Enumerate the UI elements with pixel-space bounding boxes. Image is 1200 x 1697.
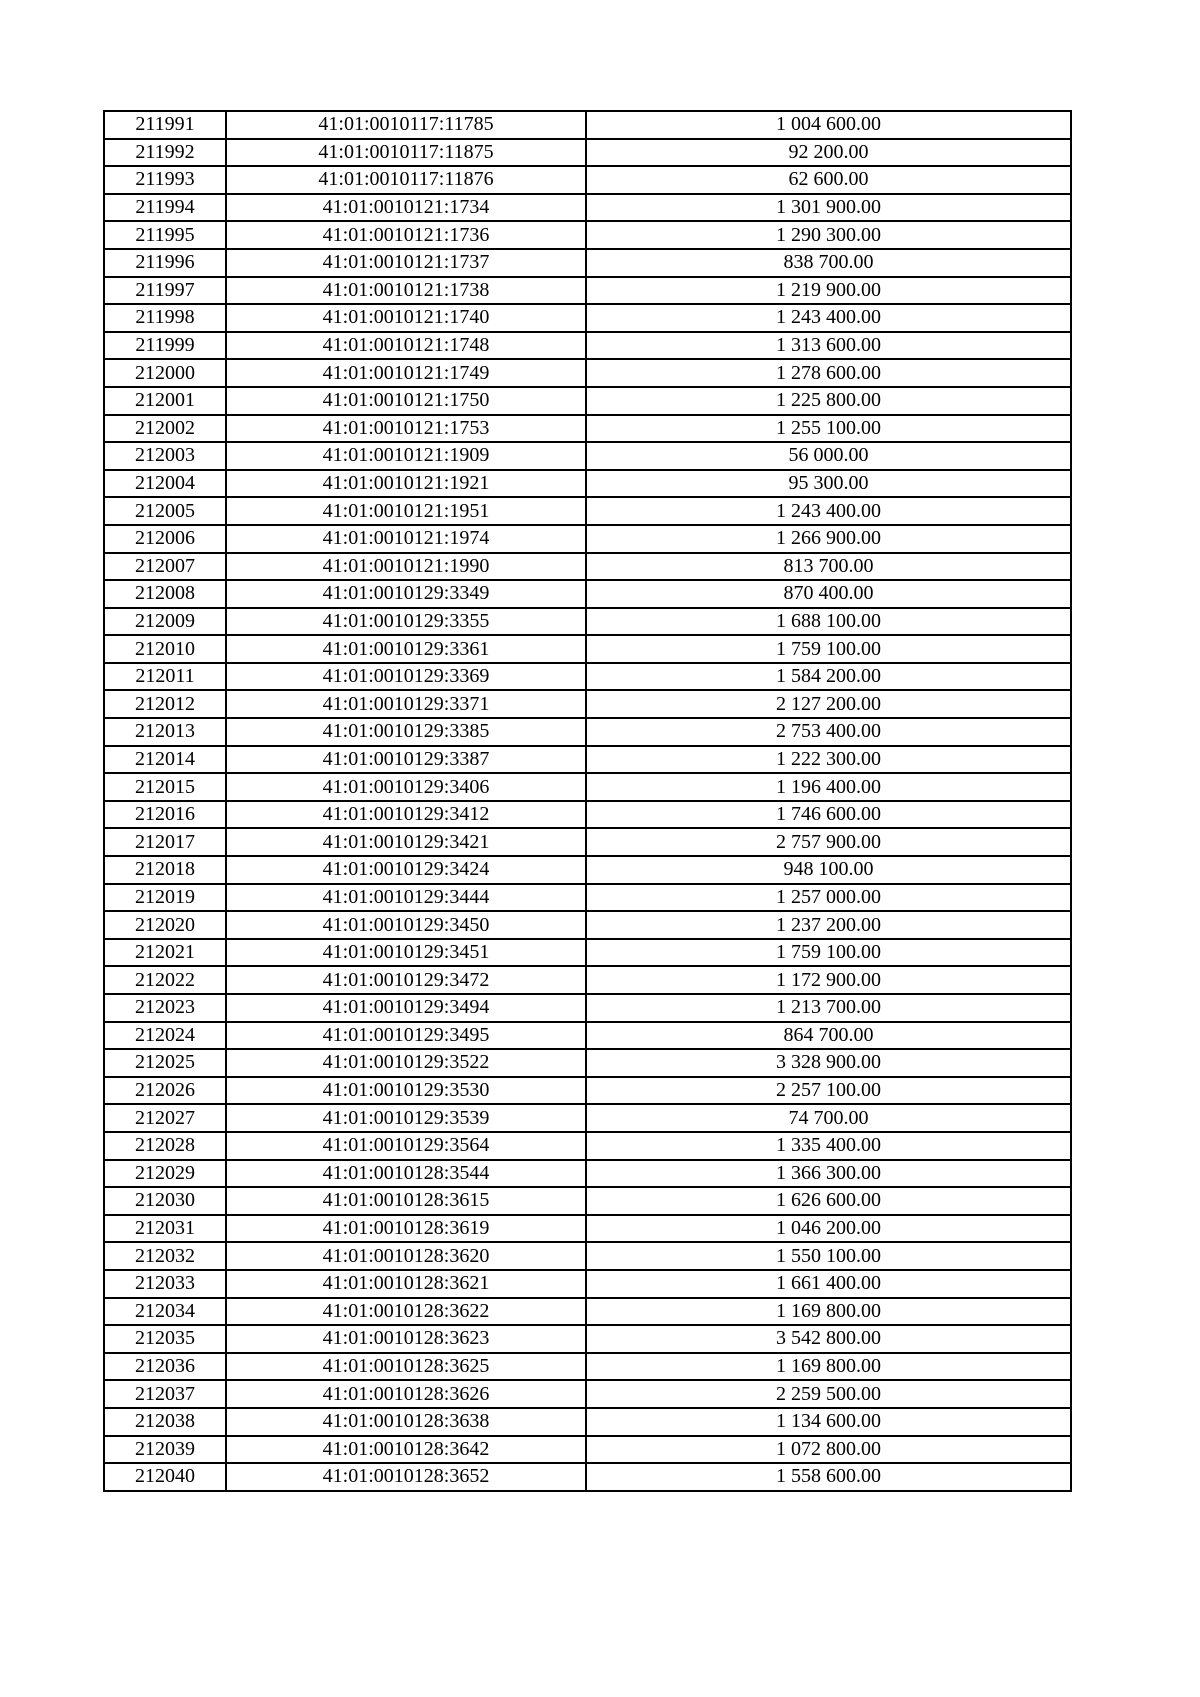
table-row — [104, 1380, 1071, 1408]
row-number-cell: 212026 — [104, 1077, 226, 1105]
table-row — [104, 746, 1071, 774]
row-number-cell: 212024 — [104, 1022, 226, 1050]
row-number-cell: 212000 — [104, 359, 226, 387]
row-number-cell: 211997 — [104, 277, 226, 305]
cadastral-number-cell: 41:01:0010129:3412 — [226, 801, 586, 829]
row-number-cell: 212032 — [104, 1242, 226, 1270]
cadastral-value-cell: 1 196 400.00 — [586, 773, 1071, 801]
cadastral-number-cell: 41:01:0010121:1737 — [226, 249, 586, 277]
cadastral-number-cell: 41:01:0010128:3615 — [226, 1187, 586, 1215]
cadastral-value-cell: 1 046 200.00 — [586, 1215, 1071, 1243]
cadastral-value-cell: 870 400.00 — [586, 580, 1071, 608]
row-number-cell: 212019 — [104, 884, 226, 912]
cadastral-value-cell: 1 290 300.00 — [586, 221, 1071, 249]
cadastral-number-cell: 41:01:0010117:11875 — [226, 139, 586, 167]
cadastral-number-cell: 41:01:0010129:3522 — [226, 1049, 586, 1077]
row-number-cell: 212015 — [104, 773, 226, 801]
cadastral-value-cell: 62 600.00 — [586, 166, 1071, 194]
cadastral-value-cell: 1 584 200.00 — [586, 663, 1071, 691]
table-row — [104, 304, 1071, 332]
cadastral-number-cell: 41:01:0010129:3406 — [226, 773, 586, 801]
table-row — [104, 497, 1071, 525]
cadastral-value-cell: 864 700.00 — [586, 1022, 1071, 1050]
cadastral-value-cell: 2 757 900.00 — [586, 828, 1071, 856]
cadastral-number-cell: 41:01:0010121:1734 — [226, 194, 586, 222]
cadastral-value-cell: 2 257 100.00 — [586, 1077, 1071, 1105]
table-row — [104, 718, 1071, 746]
cadastral-value-cell: 1 550 100.00 — [586, 1242, 1071, 1270]
cadastral-number-cell: 41:01:0010121:1990 — [226, 553, 586, 581]
cadastral-number-cell: 41:01:0010121:1921 — [226, 470, 586, 498]
row-number-cell: 212006 — [104, 525, 226, 553]
table-row — [104, 387, 1071, 415]
table-row — [104, 939, 1071, 967]
row-number-cell: 212023 — [104, 994, 226, 1022]
row-number-cell: 212033 — [104, 1270, 226, 1298]
table-row — [104, 1436, 1071, 1464]
cadastral-number-cell: 41:01:0010129:3564 — [226, 1132, 586, 1160]
table-body — [104, 111, 1071, 1491]
row-number-cell: 212017 — [104, 828, 226, 856]
row-number-cell: 212013 — [104, 718, 226, 746]
table-row — [104, 553, 1071, 581]
cadastral-number-cell: 41:01:0010129:3361 — [226, 635, 586, 663]
table-row — [104, 994, 1071, 1022]
table-row — [104, 663, 1071, 691]
cadastral-number-cell: 41:01:0010129:3421 — [226, 828, 586, 856]
cadastral-number-cell: 41:01:0010129:3424 — [226, 856, 586, 884]
table-row — [104, 773, 1071, 801]
row-number-cell: 211991 — [104, 111, 226, 139]
cadastral-value-cell: 2 753 400.00 — [586, 718, 1071, 746]
row-number-cell: 211998 — [104, 304, 226, 332]
table-row — [104, 1104, 1071, 1132]
table-row — [104, 1242, 1071, 1270]
cadastral-number-cell: 41:01:0010129:3450 — [226, 911, 586, 939]
row-number-cell: 212016 — [104, 801, 226, 829]
table-row — [104, 470, 1071, 498]
row-number-cell: 212030 — [104, 1187, 226, 1215]
cadastral-number-cell: 41:01:0010121:1951 — [226, 497, 586, 525]
table-row — [104, 1022, 1071, 1050]
cadastral-value-cell: 56 000.00 — [586, 442, 1071, 470]
cadastral-number-cell: 41:01:0010129:3444 — [226, 884, 586, 912]
cadastral-number-cell: 41:01:0010128:3626 — [226, 1380, 586, 1408]
row-number-cell: 212039 — [104, 1436, 226, 1464]
cadastral-value-cell: 1 278 600.00 — [586, 359, 1071, 387]
row-number-cell: 211995 — [104, 221, 226, 249]
cadastral-value-cell: 92 200.00 — [586, 139, 1071, 167]
row-number-cell: 212007 — [104, 553, 226, 581]
cadastral-value-cell: 948 100.00 — [586, 856, 1071, 884]
cadastral-value-cell: 3 328 900.00 — [586, 1049, 1071, 1077]
row-number-cell: 212021 — [104, 939, 226, 967]
cadastral-number-cell: 41:01:0010129:3472 — [226, 966, 586, 994]
cadastral-value-cell: 1 243 400.00 — [586, 304, 1071, 332]
cadastral-number-cell: 41:01:0010128:3642 — [226, 1436, 586, 1464]
cadastral-value-table — [103, 110, 1072, 1492]
cadastral-number-cell: 41:01:0010129:3349 — [226, 580, 586, 608]
cadastral-value-cell: 74 700.00 — [586, 1104, 1071, 1132]
cadastral-number-cell: 41:01:0010128:3623 — [226, 1325, 586, 1353]
row-number-cell: 212034 — [104, 1298, 226, 1326]
cadastral-value-cell: 2 259 500.00 — [586, 1380, 1071, 1408]
cadastral-value-cell: 1 255 100.00 — [586, 415, 1071, 443]
cadastral-number-cell: 41:01:0010121:1738 — [226, 277, 586, 305]
row-number-cell: 211993 — [104, 166, 226, 194]
cadastral-value-cell: 1 225 800.00 — [586, 387, 1071, 415]
table-row — [104, 442, 1071, 470]
cadastral-number-cell: 41:01:0010129:3451 — [226, 939, 586, 967]
row-number-cell: 212003 — [104, 442, 226, 470]
table-row — [104, 1160, 1071, 1188]
table-row — [104, 1353, 1071, 1381]
cadastral-number-cell: 41:01:0010121:1736 — [226, 221, 586, 249]
table-row — [104, 166, 1071, 194]
table-row — [104, 415, 1071, 443]
cadastral-number-cell: 41:01:0010128:3652 — [226, 1463, 586, 1491]
table-row — [104, 884, 1071, 912]
row-number-cell: 212020 — [104, 911, 226, 939]
cadastral-number-cell: 41:01:0010117:11785 — [226, 111, 586, 139]
cadastral-value-cell: 1 366 300.00 — [586, 1160, 1071, 1188]
cadastral-number-cell: 41:01:0010121:1748 — [226, 332, 586, 360]
cadastral-number-cell: 41:01:0010128:3619 — [226, 1215, 586, 1243]
cadastral-number-cell: 41:01:0010129:3355 — [226, 608, 586, 636]
cadastral-number-cell: 41:01:0010128:3638 — [226, 1408, 586, 1436]
cadastral-number-cell: 41:01:0010117:11876 — [226, 166, 586, 194]
row-number-cell: 211992 — [104, 139, 226, 167]
cadastral-value-cell: 1 759 100.00 — [586, 635, 1071, 663]
cadastral-number-cell: 41:01:0010128:3544 — [226, 1160, 586, 1188]
cadastral-number-cell: 41:01:0010129:3387 — [226, 746, 586, 774]
table-row — [104, 966, 1071, 994]
cadastral-number-cell: 41:01:0010129:3539 — [226, 1104, 586, 1132]
cadastral-number-cell: 41:01:0010129:3495 — [226, 1022, 586, 1050]
table-row — [104, 1077, 1071, 1105]
cadastral-value-cell: 1 219 900.00 — [586, 277, 1071, 305]
table-row — [104, 111, 1071, 139]
row-number-cell: 212035 — [104, 1325, 226, 1353]
cadastral-number-cell: 41:01:0010128:3620 — [226, 1242, 586, 1270]
table-row — [104, 635, 1071, 663]
cadastral-value-cell: 1 313 600.00 — [586, 332, 1071, 360]
table-row — [104, 801, 1071, 829]
row-number-cell: 212002 — [104, 415, 226, 443]
cadastral-value-cell: 1 169 800.00 — [586, 1353, 1071, 1381]
cadastral-value-cell: 1 661 400.00 — [586, 1270, 1071, 1298]
table-row — [104, 332, 1071, 360]
row-number-cell: 212014 — [104, 746, 226, 774]
table-row — [104, 580, 1071, 608]
row-number-cell: 212025 — [104, 1049, 226, 1077]
cadastral-number-cell: 41:01:0010128:3621 — [226, 1270, 586, 1298]
row-number-cell: 212001 — [104, 387, 226, 415]
cadastral-value-cell: 2 127 200.00 — [586, 690, 1071, 718]
cadastral-number-cell: 41:01:0010121:1753 — [226, 415, 586, 443]
cadastral-number-cell: 41:01:0010129:3371 — [226, 690, 586, 718]
cadastral-value-cell: 1 004 600.00 — [586, 111, 1071, 139]
row-number-cell: 212040 — [104, 1463, 226, 1491]
row-number-cell: 211999 — [104, 332, 226, 360]
row-number-cell: 212009 — [104, 608, 226, 636]
table-row — [104, 249, 1071, 277]
cadastral-number-cell: 41:01:0010128:3625 — [226, 1353, 586, 1381]
table-row — [104, 690, 1071, 718]
table-row — [104, 1049, 1071, 1077]
cadastral-number-cell: 41:01:0010129:3369 — [226, 663, 586, 691]
row-number-cell: 212028 — [104, 1132, 226, 1160]
cadastral-value-cell: 813 700.00 — [586, 553, 1071, 581]
cadastral-number-cell: 41:01:0010129:3530 — [226, 1077, 586, 1105]
table-row — [104, 221, 1071, 249]
cadastral-number-cell: 41:01:0010121:1909 — [226, 442, 586, 470]
table-row — [104, 856, 1071, 884]
row-number-cell: 212004 — [104, 470, 226, 498]
table-row — [104, 608, 1071, 636]
cadastral-value-cell: 1 626 600.00 — [586, 1187, 1071, 1215]
row-number-cell: 212010 — [104, 635, 226, 663]
row-number-cell: 212037 — [104, 1380, 226, 1408]
cadastral-value-cell: 1 746 600.00 — [586, 801, 1071, 829]
table-row — [104, 1463, 1071, 1491]
row-number-cell: 212008 — [104, 580, 226, 608]
cadastral-number-cell: 41:01:0010128:3622 — [226, 1298, 586, 1326]
cadastral-value-cell: 1 237 200.00 — [586, 911, 1071, 939]
table-row — [104, 911, 1071, 939]
table-row — [104, 1408, 1071, 1436]
row-number-cell: 212018 — [104, 856, 226, 884]
table-row — [104, 525, 1071, 553]
cadastral-number-cell: 41:01:0010129:3385 — [226, 718, 586, 746]
cadastral-value-cell: 1 169 800.00 — [586, 1298, 1071, 1326]
cadastral-value-cell: 1 266 900.00 — [586, 525, 1071, 553]
row-number-cell: 212022 — [104, 966, 226, 994]
row-number-cell: 211994 — [104, 194, 226, 222]
row-number-cell: 212031 — [104, 1215, 226, 1243]
cadastral-number-cell: 41:01:0010121:1750 — [226, 387, 586, 415]
table-row — [104, 1270, 1071, 1298]
cadastral-value-cell: 1 335 400.00 — [586, 1132, 1071, 1160]
cadastral-value-cell: 3 542 800.00 — [586, 1325, 1071, 1353]
cadastral-value-cell: 1 257 000.00 — [586, 884, 1071, 912]
cadastral-value-cell: 1 243 400.00 — [586, 497, 1071, 525]
cadastral-number-cell: 41:01:0010121:1740 — [226, 304, 586, 332]
table-row — [104, 359, 1071, 387]
cadastral-number-cell: 41:01:0010121:1974 — [226, 525, 586, 553]
cadastral-value-cell: 1 213 700.00 — [586, 994, 1071, 1022]
cadastral-value-cell: 1 222 300.00 — [586, 746, 1071, 774]
table-row — [104, 1298, 1071, 1326]
table-row — [104, 1325, 1071, 1353]
cadastral-number-cell: 41:01:0010129:3494 — [226, 994, 586, 1022]
table-row — [104, 139, 1071, 167]
row-number-cell: 212036 — [104, 1353, 226, 1381]
cadastral-value-cell: 95 300.00 — [586, 470, 1071, 498]
table-row — [104, 1132, 1071, 1160]
cadastral-value-cell: 1 558 600.00 — [586, 1463, 1071, 1491]
row-number-cell: 211996 — [104, 249, 226, 277]
table-row — [104, 828, 1071, 856]
cadastral-value-cell: 1 688 100.00 — [586, 608, 1071, 636]
table-row — [104, 1187, 1071, 1215]
cadastral-value-cell: 1 172 900.00 — [586, 966, 1071, 994]
cadastral-value-cell: 1 301 900.00 — [586, 194, 1071, 222]
row-number-cell: 212029 — [104, 1160, 226, 1188]
cadastral-value-cell: 1 072 800.00 — [586, 1436, 1071, 1464]
table-row — [104, 1215, 1071, 1243]
row-number-cell: 212005 — [104, 497, 226, 525]
cadastral-value-cell: 838 700.00 — [586, 249, 1071, 277]
row-number-cell: 212038 — [104, 1408, 226, 1436]
row-number-cell: 212027 — [104, 1104, 226, 1132]
row-number-cell: 212012 — [104, 690, 226, 718]
cadastral-value-cell: 1 134 600.00 — [586, 1408, 1071, 1436]
table-row — [104, 194, 1071, 222]
cadastral-number-cell: 41:01:0010121:1749 — [226, 359, 586, 387]
table-row — [104, 277, 1071, 305]
cadastral-value-cell: 1 759 100.00 — [586, 939, 1071, 967]
row-number-cell: 212011 — [104, 663, 226, 691]
